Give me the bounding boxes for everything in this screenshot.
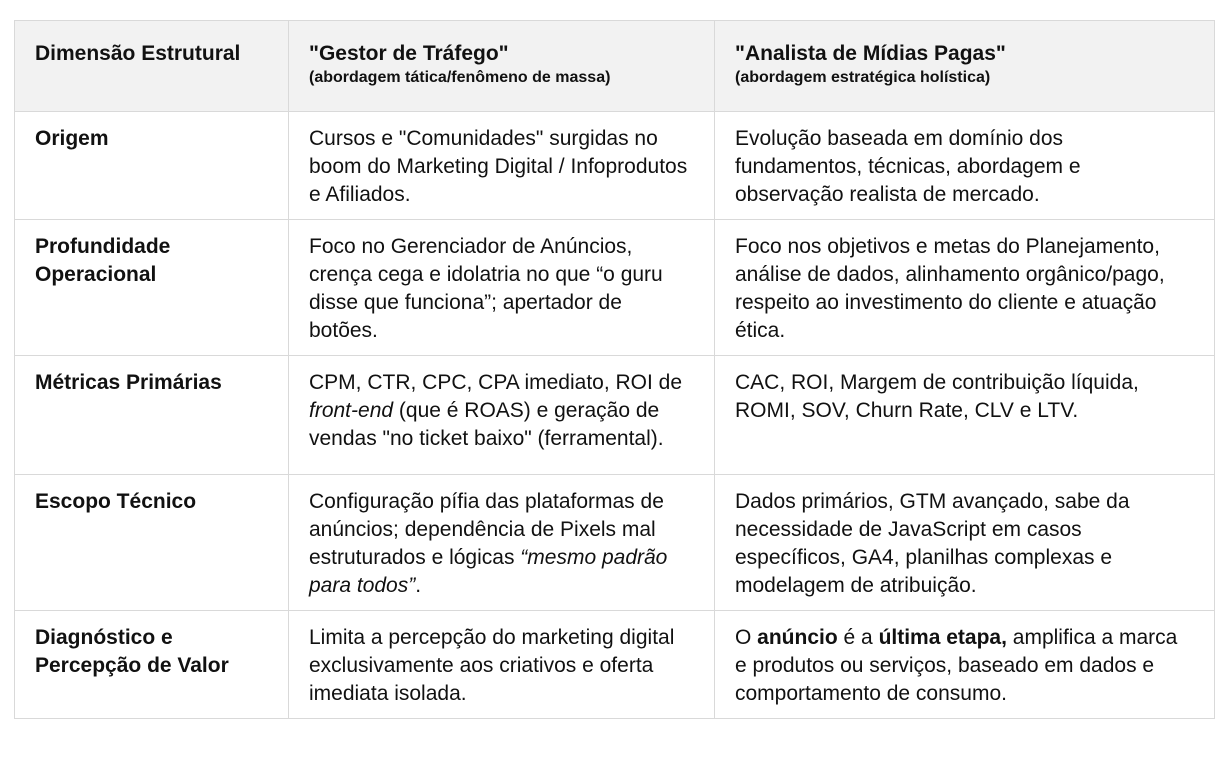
header-dimension-title: Dimensão Estrutural — [35, 42, 241, 65]
gestor-cell — [289, 475, 715, 611]
analista-text-mid: é a — [837, 626, 879, 649]
table-row — [15, 112, 1215, 220]
dimension-cell: Escopo Técnico — [15, 475, 289, 611]
gestor-cell — [289, 356, 715, 475]
analista-text-post: amplifica a marca e produtos ou serviços, baseado em dados e comportamento de consumo. — [735, 626, 1178, 705]
dimension-cell: Métricas Primárias — [15, 356, 289, 475]
header-gestor — [289, 21, 715, 112]
dimension-cell: Profundidade Operacional — [15, 220, 289, 356]
gestor-cell: Limita a percepção do marketing digital exclusivamente aos criativos e oferta imediata isolada. — [289, 611, 715, 719]
gestor-text-pre: CPM, CTR, CPC, CPA imediato, ROI de — [309, 371, 683, 394]
dimension-cell: Diagnóstico e Percepção de Valor — [15, 611, 289, 719]
analista-cell: Foco nos objetivos e metas do Planejamento, análise de dados, alinhamento orgânico/pago, respeito ao investimento do cliente e atuação ética. — [715, 220, 1215, 356]
header-analista-title: "Analista de Mídias Pagas" — [735, 42, 1006, 65]
table-row — [15, 475, 1215, 611]
table-row — [15, 611, 1215, 719]
header-analista — [715, 21, 1215, 112]
comparison-table-container — [14, 20, 1215, 719]
header-dimension — [15, 21, 289, 112]
gestor-text-post: . — [415, 574, 422, 597]
analista-cell: CAC, ROI, Margem de contribuição líquida, ROMI, SOV, Churn Rate, CLV e LTV. — [715, 356, 1215, 475]
comparison-table — [14, 20, 1215, 719]
gestor-text-emphasis: front-end — [309, 399, 394, 422]
header-gestor-subtitle: (abordagem tática/fenômeno de massa) — [309, 69, 611, 86]
analista-cell — [715, 611, 1215, 719]
header-analista-subtitle: (abordagem estratégica holística) — [735, 69, 991, 86]
gestor-cell: Foco no Gerenciador de Anúncios, crença cega e idolatria no que “o guru disse que funciona”; apertador de botões. — [289, 220, 715, 356]
table-header — [15, 21, 1215, 112]
analista-text-bold-2: última etapa, — [878, 626, 1007, 649]
gestor-text-pre: Configuração pífia das plataformas de anúncios; dependência de Pixels mal estruturados e lógicas — [309, 490, 664, 569]
table-row — [15, 220, 1215, 356]
header-gestor-title: "Gestor de Tráfego" — [309, 42, 509, 65]
gestor-text-emphasis: “mesmo padrão para todos” — [309, 546, 668, 597]
analista-text-pre: O — [735, 626, 758, 649]
table-row — [15, 356, 1215, 475]
dimension-cell: Origem — [15, 112, 289, 220]
analista-text-bold-1: anúncio — [757, 626, 838, 649]
gestor-cell: Cursos e "Comunidades" surgidas no boom do Marketing Digital / Infoprodutos e Afiliados. — [289, 112, 715, 220]
gestor-text-post: (que é ROAS) e geração de vendas "no ticket baixo" (ferramental). — [309, 399, 664, 450]
analista-cell: Dados primários, GTM avançado, sabe da necessidade de JavaScript em casos específicos, GA4, planilhas complexas e modelagem de atribuição. — [715, 475, 1215, 611]
header-row — [15, 21, 1215, 112]
table-body — [15, 112, 1215, 719]
analista-cell: Evolução baseada em domínio dos fundamentos, técnicas, abordagem e observação realista de mercado. — [715, 112, 1215, 220]
